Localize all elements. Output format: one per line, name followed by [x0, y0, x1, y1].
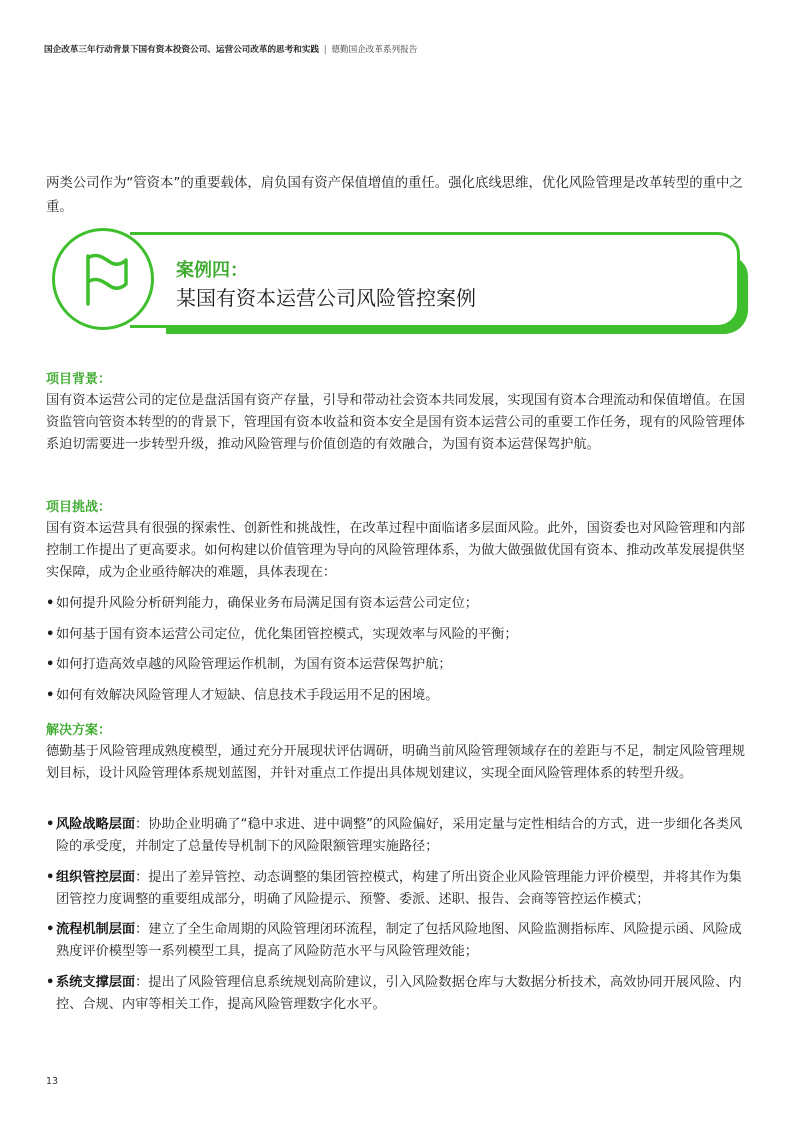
- solution-text: 德勤基于风险管理成熟度模型，通过充分开展现状评估调研，明确当前风险管理领域存在的差距与不足，制定风险管理规划目标，设计风险管理体系规划蓝图，并针对重点工作提出具体规划建议，实现全面风险管理体系的转型升级。: [46, 744, 745, 781]
- list-item: • 组织管控层面：提出了差异管控、动态调整的集团管控模式，构建了所出资企业风险管理能力评价模型，并将其作为集团管控力度调整的重要组成部分，明确了风险提示、预警、委派、述职、报告、会商等管控运作模式；: [46, 867, 748, 911]
- running-header: [44, 44, 764, 56]
- list-item: • 如何基于国有资本运营公司定位，优化集团管控模式，实现效率与风险的平衡；: [46, 624, 748, 646]
- case-label: 案例四：: [176, 260, 248, 281]
- case-title: 某国有资本运营公司风险管控案例: [176, 286, 476, 310]
- challenge-heading: 项目挑战：: [46, 500, 112, 515]
- challenge-list: [46, 593, 748, 715]
- flag-icon: [72, 248, 134, 310]
- report-series: 德勤国企改革系列报告: [331, 45, 418, 55]
- background-heading: 项目背景：: [46, 372, 112, 387]
- list-item: • 流程机制层面：建立了全生命周期的风险管理闭环流程，制定了包括风险地图、风险监测指标库、风险提示函、风险成熟度评价模型等一系列模型工具，提高了风险防范水平与风险管理效能；: [46, 919, 748, 963]
- page-number: 13: [46, 1076, 59, 1087]
- report-title: 国企改革三年行动背景下国有资本投资公司、运营公司改革的思考和实践: [44, 45, 320, 55]
- bullet-dot: •: [46, 687, 55, 703]
- bullet-dot: •: [46, 596, 55, 611]
- list-item: • 如何提升风险分析研判能力，确保业务布局满足国有资本运营公司定位；: [46, 593, 748, 615]
- solution-list: [46, 814, 748, 1024]
- challenge-text: 国有资本运营具有很强的探索性、创新性和挑战性，在改革过程中面临诸多层面风险。此外，国资委也对风险管理和内部控制工作提出了更高要求。如何构建以价值管理为导向的风险管理体系，为做大做强做优国有资本、推动改革发展提供坚实保障，成为企业亟待解决的难题，具体表现在：: [46, 521, 745, 580]
- list-item: • 系统支撑层面：提出了风险管理信息系统规划高阶建议，引入风险数据仓库与大数据分析技术，高效协同开展风险、内控、合规、内审等相关工作，提高风险管理数字化水平。: [46, 972, 748, 1016]
- header-separator: |: [323, 45, 327, 55]
- bullet-dot: •: [46, 657, 55, 672]
- list-item: • 如何打造高效卓越的风险管理运作机制，为国有资本运营保驾护航；: [46, 654, 748, 676]
- list-item: • 如何有效解决风险管理人才短缺、信息技术手段运用不足的困境。: [46, 685, 748, 707]
- bullet-dot: •: [46, 922, 55, 937]
- intro-paragraph: 两类公司作为“管资本”的重要载体，肩负国有资产保值增值的重任。强化底线思维，优化风险管理是改革转型的重中之重。: [46, 176, 743, 215]
- case-icon-circle: [52, 228, 154, 330]
- solution-heading: 解决方案：: [46, 723, 112, 738]
- bullet-dot: •: [46, 626, 55, 642]
- background-text: 国有资本运营公司的定位是盘活国有资产存量，引导和带动社会资本共同发展，实现国有资本合理流动和保值增值。在国资监管向管资本转型的的背景下，管理国有资本收益和资本安全是国有资本运营公司的重要工作任务，现有的风险管理体系迫切需要进一步转型升级，推动风险管理与价值创造的有效融合，为国有资本运营保驾护航。: [46, 393, 745, 452]
- bullet-dot: •: [46, 817, 55, 832]
- case-banner: [46, 226, 751, 336]
- list-item: • 风险战略层面：协助企业明确了“稳中求进、进中调整”的风险偏好，采用定量与定性相结合的方式，进一步细化各类风险的承受度，并制定了总量传导机制下的风险限额管理实施路径；: [46, 814, 748, 858]
- bullet-dot: •: [46, 869, 55, 885]
- bullet-dot: •: [46, 974, 55, 990]
